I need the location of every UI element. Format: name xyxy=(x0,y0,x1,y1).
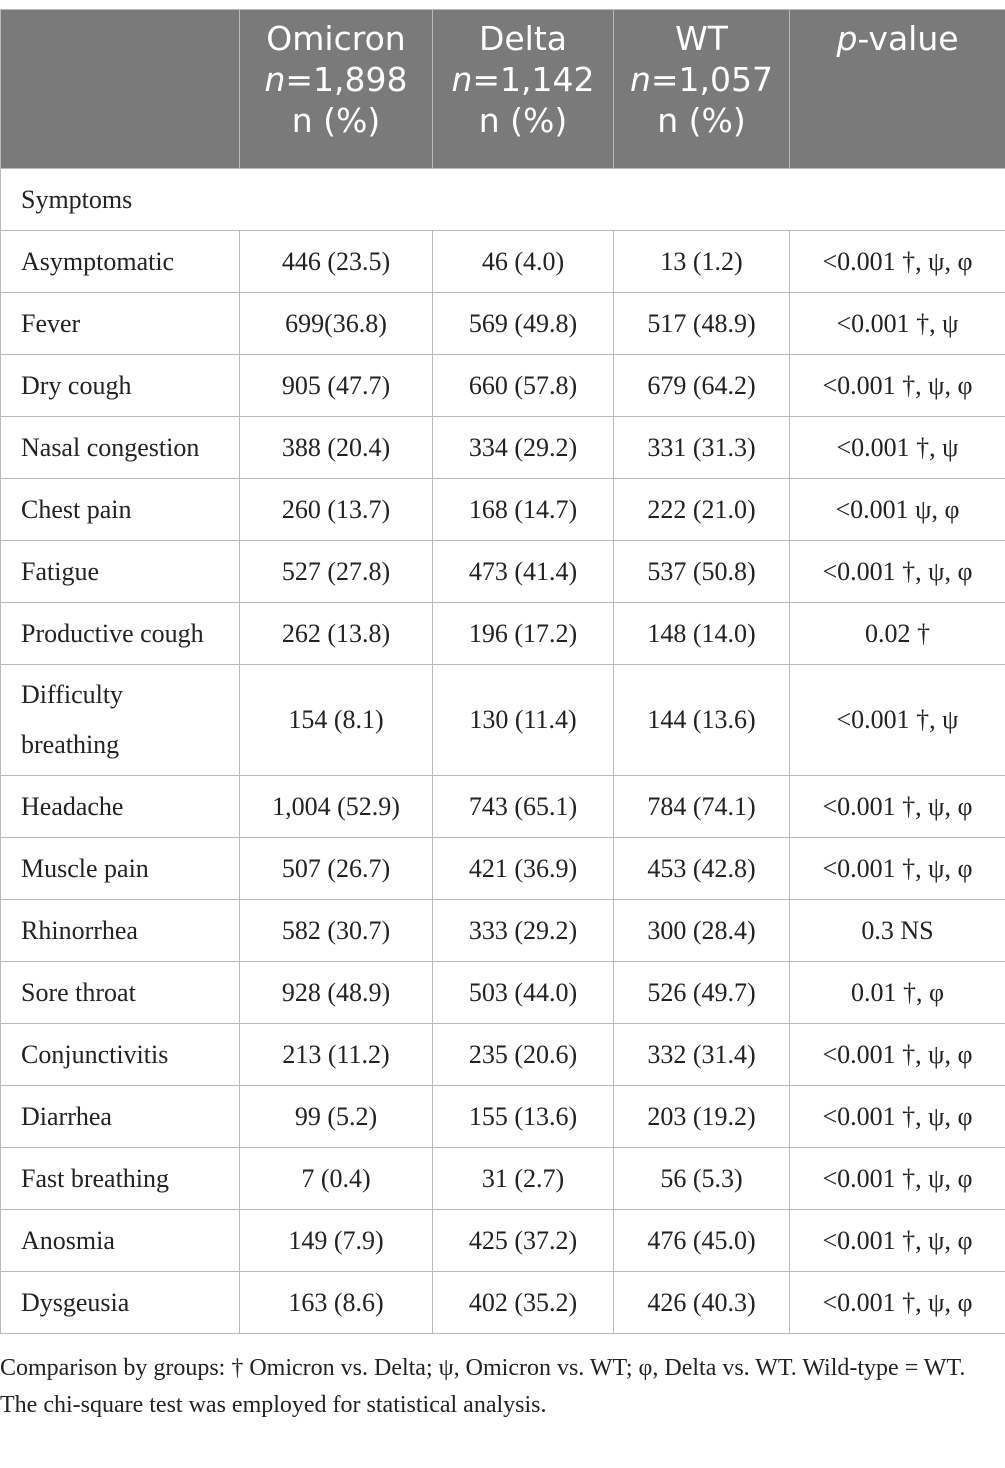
cell-pvalue: <0.001 †, ψ xyxy=(790,417,1005,479)
cell-wt: 476 (45.0) xyxy=(614,1210,790,1272)
table-row xyxy=(1,1210,1005,1272)
cell-wt: 144 (13.6) xyxy=(614,665,790,776)
cell-delta: 130 (11.4) xyxy=(433,665,614,776)
cell-symptom: Fatigue xyxy=(1,541,240,603)
cell-omicron: 149 (7.9) xyxy=(240,1210,433,1272)
table-notes xyxy=(0,1350,990,1424)
cell-pvalue: 0.3 NS xyxy=(790,900,1005,962)
cell-wt: 784 (74.1) xyxy=(614,776,790,838)
header-delta xyxy=(433,10,614,169)
cell-wt: 203 (19.2) xyxy=(614,1086,790,1148)
cell-wt: 537 (50.8) xyxy=(614,541,790,603)
header-pvalue xyxy=(790,10,1005,169)
cell-symptom: Chest pain xyxy=(1,479,240,541)
cell-symptom: Fast breathing xyxy=(1,1148,240,1210)
cell-omicron: 582 (30.7) xyxy=(240,900,433,962)
cell-wt: 222 (21.0) xyxy=(614,479,790,541)
cell-wt: 331 (31.3) xyxy=(614,417,790,479)
cell-delta: 569 (49.8) xyxy=(433,293,614,355)
cell-delta: 503 (44.0) xyxy=(433,962,614,1024)
table-row xyxy=(1,838,1005,900)
cell-symptom: Difficulty breathing xyxy=(1,665,240,776)
cell-pvalue: <0.001 †, ψ, φ xyxy=(790,1210,1005,1272)
cell-delta: 196 (17.2) xyxy=(433,603,614,665)
table-row xyxy=(1,1086,1005,1148)
cell-symptom: Muscle pain xyxy=(1,838,240,900)
header-wt xyxy=(614,10,790,169)
cell-delta: 235 (20.6) xyxy=(433,1024,614,1086)
cell-wt: 300 (28.4) xyxy=(614,900,790,962)
cell-omicron: 388 (20.4) xyxy=(240,417,433,479)
cell-delta: 743 (65.1) xyxy=(433,776,614,838)
cell-wt: 13 (1.2) xyxy=(614,231,790,293)
cell-pvalue: <0.001 †, ψ, φ xyxy=(790,1086,1005,1148)
cell-delta: 155 (13.6) xyxy=(433,1086,614,1148)
table-row xyxy=(1,665,1005,776)
cell-pvalue: <0.001 †, ψ, φ xyxy=(790,541,1005,603)
cell-pvalue: <0.001 †, ψ, φ xyxy=(790,838,1005,900)
cell-pvalue: <0.001 †, ψ, φ xyxy=(790,355,1005,417)
section-label: Symptoms xyxy=(1,169,1005,231)
cell-symptom: Sore throat xyxy=(1,962,240,1024)
cell-omicron: 527 (27.8) xyxy=(240,541,433,603)
table-row xyxy=(1,479,1005,541)
cell-omicron: 260 (13.7) xyxy=(240,479,433,541)
cell-delta: 333 (29.2) xyxy=(433,900,614,962)
table-row xyxy=(1,1148,1005,1210)
table-row xyxy=(1,231,1005,293)
cell-pvalue: <0.001 †, ψ, φ xyxy=(790,1024,1005,1086)
cell-omicron: 928 (48.9) xyxy=(240,962,433,1024)
cell-omicron: 99 (5.2) xyxy=(240,1086,433,1148)
table-row xyxy=(1,603,1005,665)
table-row xyxy=(1,776,1005,838)
cell-symptom: Dry cough xyxy=(1,355,240,417)
header-delta-unit: n (%) xyxy=(478,101,568,140)
cell-wt: 148 (14.0) xyxy=(614,603,790,665)
table-row xyxy=(1,1024,1005,1086)
table-row xyxy=(1,293,1005,355)
table-row xyxy=(1,1272,1005,1334)
cell-omicron: 163 (8.6) xyxy=(240,1272,433,1334)
cell-pvalue: 0.02 † xyxy=(790,603,1005,665)
footnote-method: The chi-square test was employed for statistical analysis. xyxy=(0,1392,547,1418)
cell-wt: 526 (49.7) xyxy=(614,962,790,1024)
table-row xyxy=(1,355,1005,417)
cell-symptom: Rhinorrhea xyxy=(1,900,240,962)
cell-symptom: Headache xyxy=(1,776,240,838)
cell-symptom: Dysgeusia xyxy=(1,1272,240,1334)
cell-pvalue: 0.01 †, φ xyxy=(790,962,1005,1024)
cell-delta: 46 (4.0) xyxy=(433,231,614,293)
cell-wt: 453 (42.8) xyxy=(614,838,790,900)
cell-pvalue: <0.001 †, ψ xyxy=(790,665,1005,776)
table-row xyxy=(1,417,1005,479)
cell-symptom: Asymptomatic xyxy=(1,231,240,293)
symptoms-table xyxy=(0,9,1005,1334)
cell-omicron: 154 (8.1) xyxy=(240,665,433,776)
header-blank xyxy=(1,10,240,169)
cell-delta: 421 (36.9) xyxy=(433,838,614,900)
cell-omicron: 507 (26.7) xyxy=(240,838,433,900)
header-wt-n: n=1,057 xyxy=(629,60,774,99)
cell-omicron: 905 (47.7) xyxy=(240,355,433,417)
header-omicron xyxy=(240,10,433,169)
cell-wt: 332 (31.4) xyxy=(614,1024,790,1086)
table-row xyxy=(1,900,1005,962)
cell-symptom: Anosmia xyxy=(1,1210,240,1272)
header-omicron-n: n=1,898 xyxy=(264,60,408,99)
cell-pvalue: <0.001 †, ψ xyxy=(790,293,1005,355)
cell-pvalue: <0.001 †, ψ, φ xyxy=(790,1148,1005,1210)
table-header xyxy=(1,10,1005,169)
cell-symptom: Productive cough xyxy=(1,603,240,665)
cell-pvalue: <0.001 †, ψ, φ xyxy=(790,231,1005,293)
cell-omicron: 262 (13.8) xyxy=(240,603,433,665)
cell-delta: 660 (57.8) xyxy=(433,355,614,417)
cell-symptom: Nasal congestion xyxy=(1,417,240,479)
table-row xyxy=(1,962,1005,1024)
cell-wt: 426 (40.3) xyxy=(614,1272,790,1334)
cell-pvalue: <0.001 ψ, φ xyxy=(790,479,1005,541)
cell-omicron: 1,004 (52.9) xyxy=(240,776,433,838)
cell-pvalue: <0.001 †, ψ, φ xyxy=(790,1272,1005,1334)
header-omicron-unit: n (%) xyxy=(291,101,381,140)
footnote-comparison: Comparison by groups: † Omicron vs. Delta; ψ, Omicron vs. WT; φ, Delta vs. WT. Wild-type = WT. xyxy=(0,1355,966,1381)
header-delta-n: n=1,142 xyxy=(451,60,595,99)
cell-omicron: 699(36.8) xyxy=(240,293,433,355)
cell-omicron: 446 (23.5) xyxy=(240,231,433,293)
cell-delta: 473 (41.4) xyxy=(433,541,614,603)
cell-wt: 517 (48.9) xyxy=(614,293,790,355)
cell-delta: 31 (2.7) xyxy=(433,1148,614,1210)
header-delta-name: Delta xyxy=(478,19,568,58)
header-pvalue-label: p-value xyxy=(836,19,959,58)
header-wt-unit: n (%) xyxy=(657,101,746,140)
cell-omicron: 213 (11.2) xyxy=(240,1024,433,1086)
cell-symptom: Conjunctivitis xyxy=(1,1024,240,1086)
cell-delta: 168 (14.7) xyxy=(433,479,614,541)
cell-delta: 334 (29.2) xyxy=(433,417,614,479)
table-body xyxy=(1,169,1005,1334)
header-wt-name: WT xyxy=(675,19,728,58)
table-row xyxy=(1,541,1005,603)
cell-delta: 402 (35.2) xyxy=(433,1272,614,1334)
section-row xyxy=(1,169,1005,231)
header-omicron-name: Omicron xyxy=(266,19,406,58)
cell-omicron: 7 (0.4) xyxy=(240,1148,433,1210)
cell-wt: 679 (64.2) xyxy=(614,355,790,417)
cell-symptom: Diarrhea xyxy=(1,1086,240,1148)
cell-symptom: Fever xyxy=(1,293,240,355)
cell-pvalue: <0.001 †, ψ, φ xyxy=(790,776,1005,838)
cell-delta: 425 (37.2) xyxy=(433,1210,614,1272)
cell-wt: 56 (5.3) xyxy=(614,1148,790,1210)
